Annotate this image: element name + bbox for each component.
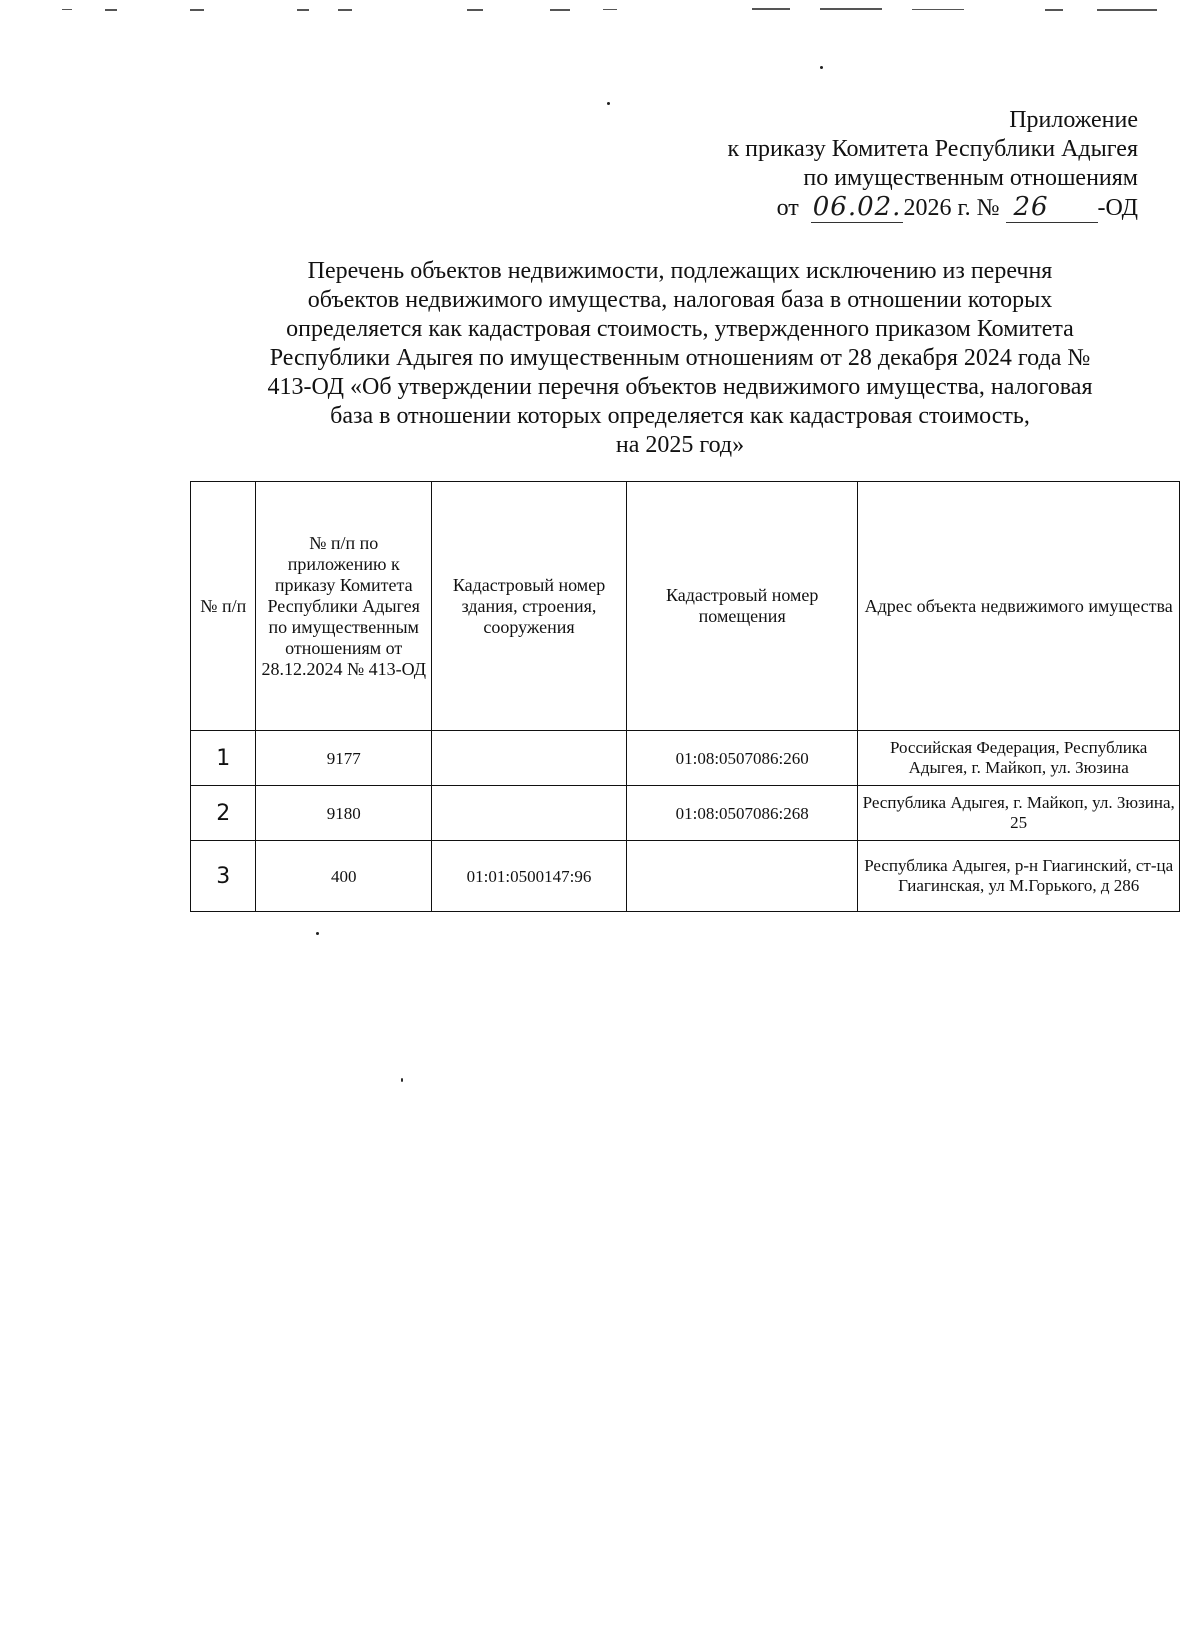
title-line: Республики Адыгея по имущественным отношениям от 28 декабря 2024 года № (269, 345, 1091, 371)
premises-cadastral: 01:08:0507086:268 (627, 786, 858, 841)
appendix-header (727, 106, 1138, 223)
header-appendix-number: № п/п по приложению к приказу Комитета Республики Адыгея по имущественным отношениям от 28.12.2024 № 413-ОД (256, 482, 431, 731)
header-premises-cadastral: Кадастровый номер помещения (627, 482, 858, 731)
address: Российская Федерация, Республика Адыгея, г. Майкоп, ул. Зюзина (858, 731, 1180, 786)
title-line: на 2025 год» (615, 432, 745, 458)
order-reference: к приказу Комитета Республики Адыгея (727, 136, 1138, 162)
order-number-suffix: -ОД (1097, 195, 1138, 221)
header-row-number: № п/п (191, 482, 256, 731)
address: Республика Адыгея, р-н Гиагинский, ст-ца Гиагинская, ул М.Горького, д 286 (858, 841, 1180, 912)
handwritten-date: 06.02. (812, 192, 902, 222)
title-line: 413-ОД «Об утверждении перечня объектов недвижимого имущества, налоговая (267, 374, 1093, 400)
table-row (191, 731, 1180, 786)
appendix-label: Приложение (1009, 107, 1138, 133)
table-header-row (191, 482, 1180, 731)
appendix-number: 9177 (256, 731, 431, 786)
premises-cadastral: 01:08:0507086:260 (627, 731, 858, 786)
title-line: Перечень объектов недвижимости, подлежащих исключению из перечня (307, 258, 1053, 284)
header-building-cadastral: Кадастровый номер здания, строения, сооружения (431, 482, 626, 731)
handwritten-order-number: 26 (1006, 193, 1098, 223)
building-cadastral: 01:01:0500147:96 (431, 841, 626, 912)
row-number: 2 (191, 786, 256, 841)
order-date-line (727, 193, 1138, 223)
appendix-number: 9180 (256, 786, 431, 841)
row-number: 3 (191, 841, 256, 912)
row-number: 1 (191, 731, 256, 786)
year-text: 2026 г. № (903, 195, 1000, 221)
building-cadastral (431, 731, 626, 786)
table-row (191, 786, 1180, 841)
appendix-number: 400 (256, 841, 431, 912)
premises-cadastral (627, 841, 858, 912)
title-line: объектов недвижимого имущества, налоговая база в отношении которых (307, 287, 1053, 313)
date-prefix: от (776, 195, 799, 221)
committee-name: по имущественным отношениям (803, 165, 1138, 191)
document-title (200, 257, 1160, 460)
title-line: определяется как кадастровая стоимость, утвержденного приказом Комитета (286, 316, 1074, 342)
header-address: Адрес объекта недвижимого имущества (858, 482, 1180, 731)
address: Республика Адыгея, г. Майкоп, ул. Зюзина, 25 (858, 786, 1180, 841)
title-line: база в отношении которых определяется как кадастровая стоимость, (330, 403, 1030, 429)
table-row (191, 841, 1180, 912)
property-table (190, 481, 1180, 912)
building-cadastral (431, 786, 626, 841)
